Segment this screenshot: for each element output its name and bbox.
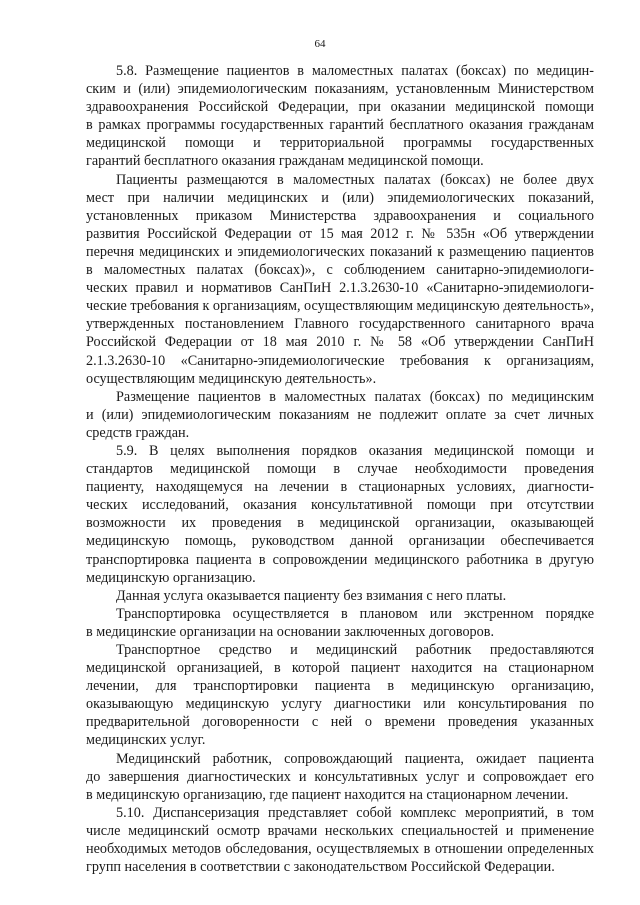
paragraph xyxy=(86,641,594,750)
text-line: предварительной договоренности с ней о времени проведения указанных xyxy=(86,714,594,731)
text-line: медицинской организацией, в которой пациент находится на стационарном xyxy=(86,660,594,677)
text-line: медицинских услуг. xyxy=(86,732,206,749)
text-line: числе медицинский осмотр врачами нескольких специальностей и применение xyxy=(86,822,594,839)
text-line: и (или) эпидемиологическим показаниям не подлежит оплате за счет личных xyxy=(86,406,594,423)
text-line: стандартов медицинской помощи в случае необходимости проведения xyxy=(86,461,594,478)
text-line: ческие требования к организациям, осуществляющим медицинскую деятельность», xyxy=(86,298,594,315)
text-line: до завершения диагностических и консультативных услуг и сопровождает его xyxy=(86,768,594,785)
text-line: медицинскую организацию. xyxy=(86,569,256,586)
paragraph xyxy=(86,388,594,442)
text-line: гарантий бесплатного оказания гражданам медицинской помощи. xyxy=(86,153,484,170)
text-line: 2.1.3.2630-10 «Санитарно-эпидемиологические требования к организациям, xyxy=(86,352,594,369)
text-line: развития Российской Федерации от 15 мая 2012 г. № 535н «Об утверждении xyxy=(86,225,594,242)
text-line: 5.9. В целях выполнения порядков оказания медицинской помощи и xyxy=(116,442,594,459)
text-line: мест при наличии медицинских и (или) эпидемиологических показаний, xyxy=(86,189,594,206)
text-line: оказывающую медицинскую услугу диагностики или консультирования по xyxy=(86,696,594,713)
text-line: Медицинский работник, сопровождающий пациента, ожидает пациента xyxy=(116,750,594,767)
text-line: транспортировка пациента в сопровождении медицинского работника в другую xyxy=(86,551,594,568)
text-line: в медицинские организации на основании заключенных договоров. xyxy=(86,623,494,640)
text-line: ческих исследований, оказания консультативной помощи при отсутствии xyxy=(86,497,594,514)
text-line: в рамках программы государственных гарантий бесплатного оказания гражданам xyxy=(86,117,594,134)
text-line: лечении, для транспортировки пациента в медицинскую организацию, xyxy=(86,678,594,695)
text-line: осуществляющим медицинскую деятельность». xyxy=(86,370,377,387)
text-line: Размещение пациентов в маломестных палатах (боксах) по медицинским xyxy=(116,388,594,405)
text-line: в маломестных палатах (боксах)», с соблюдением санитарно-эпидемиологи- xyxy=(86,262,594,279)
text-line: перечня медицинских и эпидемиологических показаний к размещению пациентов xyxy=(86,243,594,260)
text-line: пациенту, находящемуся на лечении в стационарных условиях, диагности- xyxy=(86,479,594,496)
text-line: возможности их проведения в медицинской организации, оказывающей xyxy=(86,515,594,532)
text-line: Транспортное средство и медицинский работник предоставляются xyxy=(116,642,594,658)
paragraph xyxy=(86,605,594,641)
text-line: Пациенты размещаются в маломестных палатах (боксах) не более двух xyxy=(116,171,594,188)
text-line: ским и (или) эпидемиологическим показаниям, установленным Министерством xyxy=(86,81,594,98)
text-line: 5.10. Диспансеризация представляет собой комплекс мероприятий, в том xyxy=(116,804,594,821)
text-line: групп населения в соответствии с законодательством Российской Федерации. xyxy=(86,859,555,876)
document-body xyxy=(86,62,594,876)
paragraph xyxy=(86,171,594,388)
text-line: в медицинскую организацию, где пациент находится на стационарном лечении. xyxy=(86,786,569,803)
text-line: Транспортировка осуществляется в плановом или экстренном порядке xyxy=(116,605,594,622)
text-line: 5.8. Размещение пациентов в маломестных палатах (боксах) по медицин- xyxy=(116,63,594,79)
text-line: ческих правил и нормативов СанПиН 2.1.3.2630-10 «Санитарно-эпидемиологи- xyxy=(86,280,594,297)
text-line: Данная услуга оказывается пациенту без взимания с него платы. xyxy=(116,587,507,604)
text-line: необходимых методов обследования, осуществляемых в отношении определенных xyxy=(86,841,594,858)
text-line: установленных приказом Министерства здравоохранения и социального xyxy=(86,207,594,224)
text-line: утвержденных постановлением Главного государственного санитарного врача xyxy=(86,316,594,333)
text-line: здравоохранения Российской Федерации, при оказании медицинской помощи xyxy=(86,99,594,116)
text-line: средств граждан. xyxy=(86,424,190,441)
page-number: 64 xyxy=(314,38,326,50)
paragraph xyxy=(86,750,594,804)
paragraph xyxy=(86,587,594,605)
text-line: медицинскую помощь, руководством данной организации обеспечивается xyxy=(86,533,594,550)
paragraph xyxy=(86,442,594,587)
paragraph xyxy=(86,804,594,876)
paragraph xyxy=(86,62,594,171)
text-line: медицинской помощи и территориальной программы государственных xyxy=(86,135,594,152)
text-line: Российской Федерации от 18 мая 2010 г. № 58 «Об утверждении СанПиН xyxy=(86,334,594,351)
